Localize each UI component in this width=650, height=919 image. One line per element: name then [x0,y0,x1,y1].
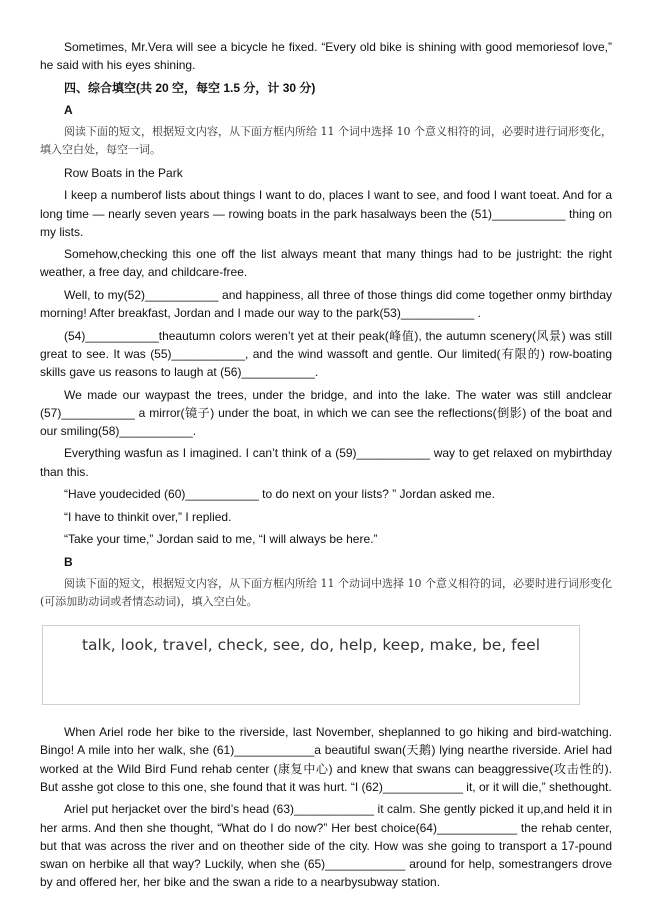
word-bank-box: talk, look, travel, check, see, do, help, keep, make, be, feel [42,625,580,705]
passage-paragraph: Everything wasfun as I imagined. I can’t think of a (59)___________ way to get relaxed on mybirthday than this. [40,446,612,479]
part-a-heading: A [64,102,73,117]
passage-title: Row Boats in the Park [64,165,183,180]
instructions-a: 阅读下面的短文，根据短文内容，从下面方框内所给 11 个词中选择 10 个意义相符的词，必要时进行词形变化，填入空白处，每空一词。 [40,125,612,157]
passage-b-paragraph: Ariel put herjacket over the bird’s head (63)____________ it calm. She gently picked it up,and held it in her arms. And then she thought, “What do I do now?” Her best choice(64)____________ the rehab center, but that was across the river and on theother side of the city. How was she going to transport a 17-pound swan on herbike all that way? Luckily, when she (65)____________ around for help, somestrangers drove by and offered her, her bike and the swan a ride to a nearbysubway station. [40,802,612,890]
passage-paragraph: “Take your time,” Jordan said to me, “I will always be here.” [64,532,378,547]
section-heading: 四、综合填空(共 20 空，每空 1.5 分，计 30 分) [64,80,316,95]
passage-paragraph: “I have to thinkit over,” I replied. [64,509,232,524]
passage-paragraph: I keep a numberof lists about things I want to do, places I want to see, and food I want toeat. And for a long time — nearly seven years — rowing boats in the park hasalways been the (51)___________ thing on my lists. [40,188,612,239]
paragraph-intro: Sometimes, Mr.Vera will see a bicycle he fixed. “Every old bike is shining with good memoriesof love,” he said with his eyes shining. [40,40,612,73]
passage-paragraph: (54)___________theautumn colors weren’t yet at their peak(峰值), the autumn scenery(风景) was still great to see. It was (55)___________, and the wind wassoft and gentle. Our limited(有限的) row-boating skills gave us reasons to laugh at (56)___________. [40,328,612,380]
document-page [40,38,612,896]
passage-paragraph: Well, to my(52)___________ and happiness, all three of those things did come together onmy birthday morning! After breakfast, Jordan and I made our way to the park(53)___________ . [40,287,612,321]
passage-b-paragraph: When Ariel rode her bike to the riverside, last November, sheplanned to go hiking and bird-watching. Bingo! A mile into her walk, she (61)____________a beautiful swan(天鹅) lying nearthe riverside. Ariel had worked at the Wild Bird Fund rehab center (康复中心) and knew that swans can beaggressive(攻击性的). But asshe got close to this one, she found that it was hurt. “I (62)____________ it, or it will die,” shethought. [40,725,612,794]
passage-paragraph: Somehow,checking this one off the list always meant that many things had to be justright: the right weather, a free day, and childcare-free. [40,247,612,280]
passage-paragraph: We made our waypast the trees, under the bridge, and into the lake. The water was still andclear (57)___________ a mirror(镜子) under the boat, in which we can see the reflections(倒影) of the boat and our smiling(58)___________. [40,387,612,438]
part-b-heading: B [64,554,73,569]
instructions-b: 阅读下面的短文，根据短文内容，从下面方框内所给 11 个动词中选择 10 个意义相符的词，必要时进行词形变化 (可添加助动词或者情态动词)，填入空白处。 [40,576,612,609]
passage-paragraph: “Have youdecided (60)___________ to do next on your lists? ” Jordan asked me. [64,487,495,502]
